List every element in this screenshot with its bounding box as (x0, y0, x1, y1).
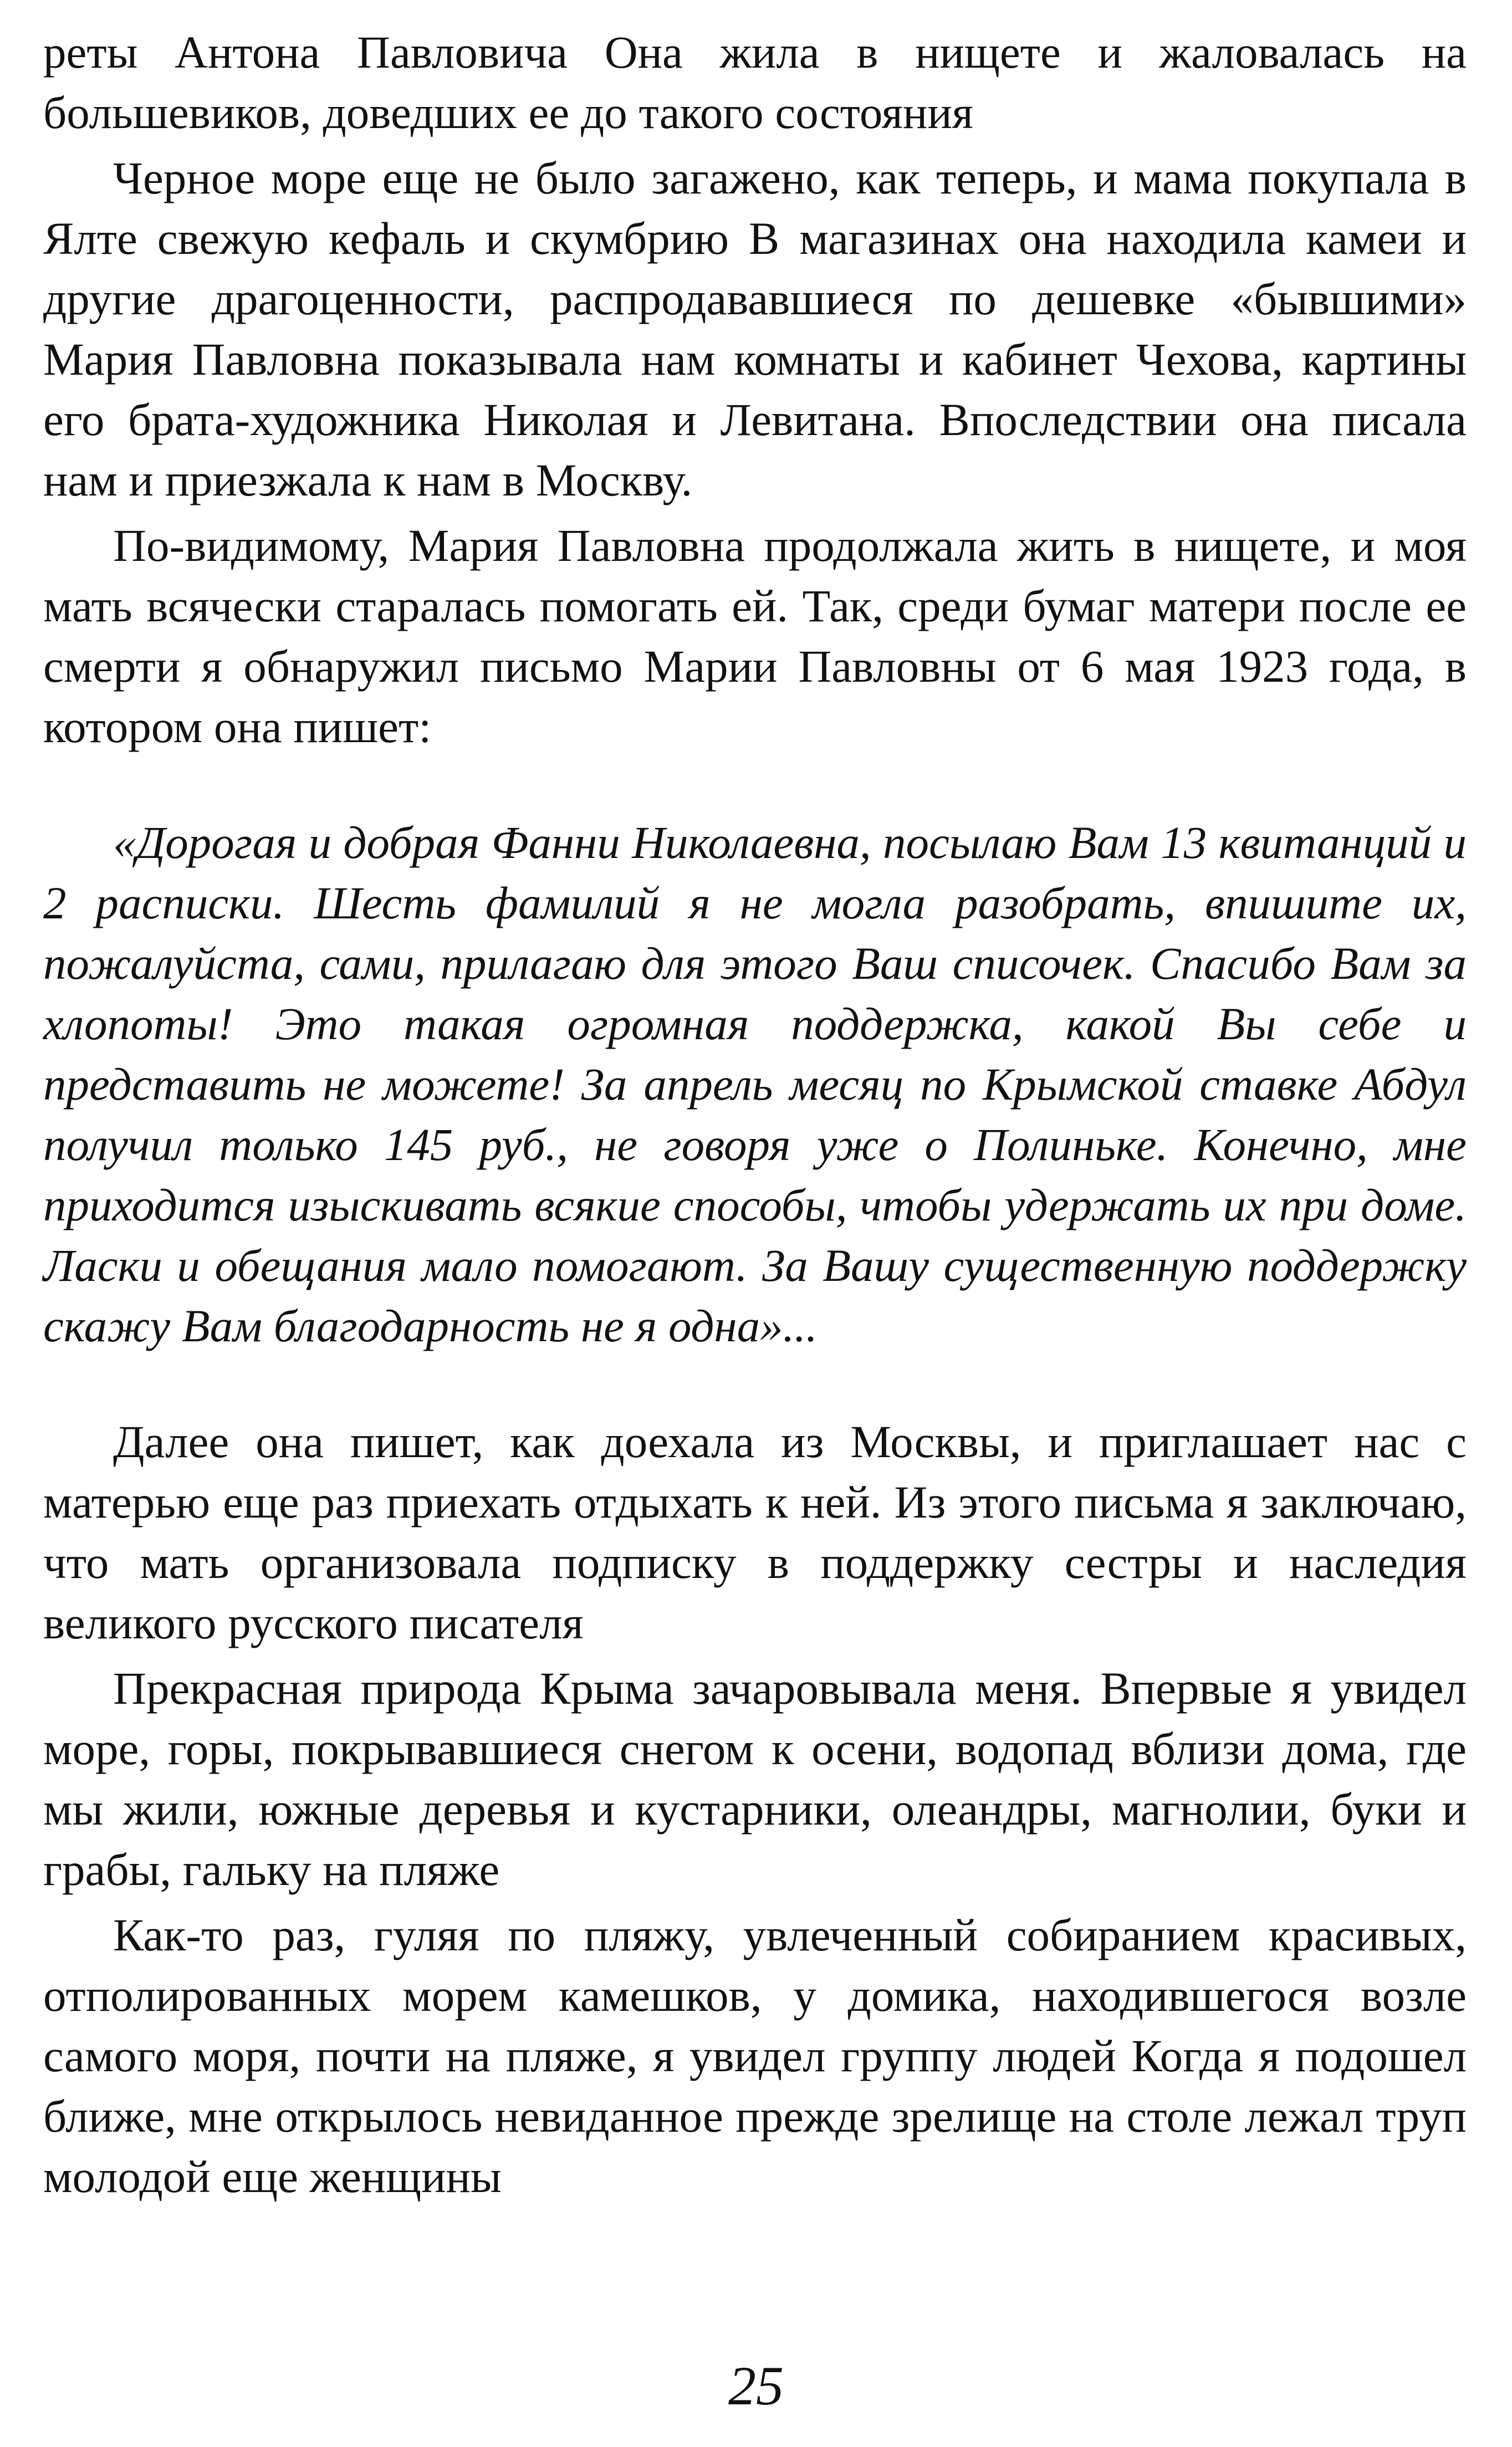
paragraph-1: реты Антона Павловича Она жила в нищете и жаловалась на большевиков, доведших ее до такого состояния (43, 27, 1467, 138)
paragraph-2: Черное море еще не было загажено, как теперь, и мама покупала в Ялте свежую кефаль и скумбрию В магазинах она находила камеи и другие драгоценности, распродававшиеся по дешевке «бывшими» Мария Павловна показывала нам комнаты и кабинет Чехова, картины его брата-художника Николая и Левитана. Впоследствии она писала нам и приезжала к нам в Москву. (43, 152, 1467, 505)
paragraph-4: Далее она пишет, как доехала из Москвы, и приглашает нас с матерью еще раз приехать отдыхать к ней. Из этого письма я заключаю, что мать организовала подписку в поддержку сестры и наследия великого русского писателя (43, 1416, 1467, 1648)
page-number: 25 (728, 2355, 784, 2417)
paragraph-3: По-видимому, Мария Павловна продолжала жить в нищете, и моя мать всячески старалась помогать ей. Так, среди бумаг матери после ее смерти я обнаружил письмо Марии Павловны от 6 мая 1923 года, в котором она пишет: (43, 520, 1467, 752)
paragraph-5: Прекрасная природа Крыма зачаровывала меня. Впервые я увидел море, горы, покрывавшиеся снегом к осени, водопад вблизи дома, где мы жили, южные деревья и кустарники, олеандры, магнолии, буки и грабы, гальку на пляже (43, 1663, 1467, 1895)
letter-quote: «Дорогая и добрая Фанни Николаевна, посылаю Вам 13 квитанций и 2 расписки. Шесть фамилий я не могла разобрать, впишите их, пожалуйста, сами, прилагаю для этого Ваш списочек. Спасибо Вам за хлопоты! Это такая огромная поддержка, какой Вы себе и представить не можете! За апрель месяц по Крымской ставке Абдул получил только 145 руб., не говоря уже о Полиньке. Конечно, мне приходится изыскивать всякие способы, чтобы удержать их при доме. Ласки и обещания мало помогают. За Вашу существенную поддержку скажу Вам благодарность не я одна»... (43, 817, 1467, 1351)
paragraph-6: Как-то раз, гуляя по пляжу, увлеченный собиранием красивых, отполированных морем камешков, у домика, находившегося возле самого моря, почти на пляже, я увидел группу людей Когда я подошел ближе, мне открылось невиданное прежде зрелище на столе лежал труп молодой еще женщины (43, 1909, 1467, 2202)
page-body (43, 22, 1467, 2212)
